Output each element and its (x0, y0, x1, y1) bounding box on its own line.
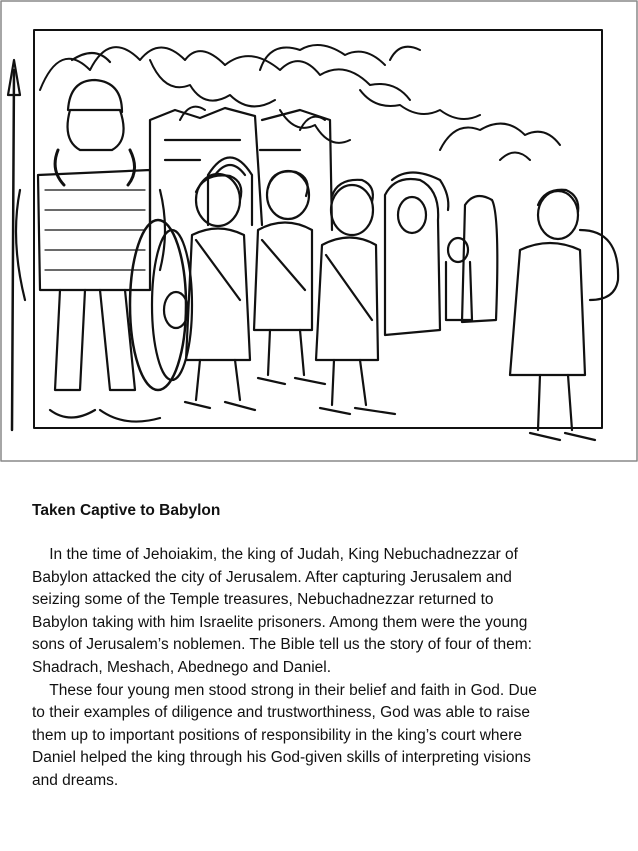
paragraph-line (32, 544, 612, 567)
story-paragraph-2 (32, 680, 612, 793)
captive-figures (185, 171, 618, 440)
paragraph-line: sons of Jerusalem’s noblemen. The Bible tell us the story of four of them: (32, 636, 532, 654)
story-text (32, 500, 612, 793)
line-text: In the time of Jehoiakim, the king of Judah, King Nebuchadnezzar of (49, 546, 518, 563)
paragraph-line (32, 680, 612, 703)
paragraph-line: and dreams. (32, 771, 119, 789)
paragraph-line: Daniel helped the king through his God-given skills of interpreting visions (32, 749, 531, 767)
paragraph-line: Babylon attacked the city of Jerusalem. After capturing Jerusalem and (32, 568, 512, 586)
paragraph-line: Babylon taking with him Israelite prisoners. Among them were the young (32, 613, 528, 631)
story-paragraph-1 (32, 544, 612, 680)
paragraph-line: Shadrach, Meshach, Abednego and Daniel. (32, 658, 332, 676)
line-text: These four young men stood strong in their belief and faith in God. Due (49, 681, 537, 699)
flames-smoke (40, 45, 560, 160)
paragraph-line: to their examples of diligence and trustworthiness, God was able to raise (32, 704, 530, 722)
babylonian-soldier (8, 53, 192, 430)
paragraph-line: seizing some of the Temple treasures, Nebuchadnezzar returned to (32, 591, 494, 609)
paragraph-line: them up to important positions of responsibility in the king’s court where (32, 726, 522, 744)
city-wall (150, 108, 332, 230)
story-title: Taken Captive to Babylon (32, 502, 221, 519)
